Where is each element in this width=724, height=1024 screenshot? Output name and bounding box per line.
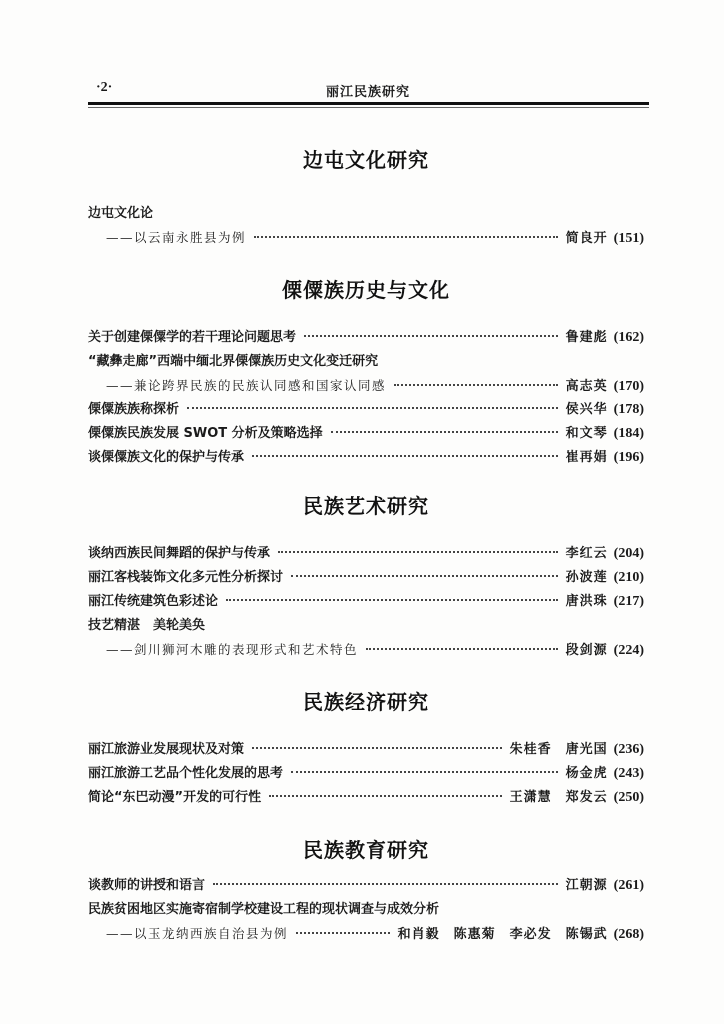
- entry-page: (261): [613, 878, 644, 893]
- entry-author: 和肖毅 陈惠菊 李必发 陈锡武: [397, 927, 608, 942]
- entry-title: 丽江传统建筑色彩述论: [88, 594, 219, 609]
- entry-title: 丽江旅游业发展现状及对策: [88, 742, 245, 757]
- entry-author: 和文琴: [565, 426, 608, 441]
- dot-leader: [366, 648, 558, 650]
- entry-author: 段剑源: [565, 643, 608, 658]
- entry-page: (184): [613, 426, 644, 441]
- section-title: 边屯文化研究: [303, 148, 429, 172]
- dot-leader: [394, 384, 558, 386]
- journal-title: 丽江民族研究: [325, 85, 410, 100]
- section-title: 民族艺术研究: [303, 494, 429, 518]
- entry-author: 孙波莲: [565, 570, 608, 585]
- dot-leader: [296, 932, 390, 934]
- toc-entry[interactable]: [88, 326, 644, 350]
- entry-author: 唐洪珠: [565, 594, 608, 609]
- entry-author: 简良开: [565, 231, 608, 246]
- entry-author: 崔再娟: [565, 450, 608, 465]
- dot-leader: [254, 236, 558, 238]
- entry-author: 鲁建彪: [565, 330, 608, 345]
- page-number: ·2·: [96, 80, 113, 95]
- toc-entry[interactable]: [88, 898, 644, 922]
- dot-leader: [187, 407, 558, 409]
- toc-entry[interactable]: [88, 922, 644, 946]
- dot-leader: [252, 747, 502, 749]
- dot-leader: [304, 335, 558, 337]
- dot-leader: [252, 455, 558, 457]
- entry-title: 傈僳族民族发展 SWOT 分析及策略选择: [88, 426, 323, 441]
- entry-title: 简论“东巴动漫”开发的可行性: [88, 790, 262, 805]
- entry-page: (243): [613, 766, 644, 781]
- page-header: [88, 80, 648, 102]
- toc-entry[interactable]: [88, 638, 644, 662]
- entry-subtitle: ——以云南永胜县为例: [106, 230, 247, 245]
- toc-entry[interactable]: [88, 542, 644, 566]
- toc-section: [88, 274, 644, 490]
- entry-page: (250): [613, 790, 644, 805]
- toc-section: [88, 686, 644, 834]
- entry-title: 丽江旅游工艺品个性化发展的思考: [88, 766, 284, 781]
- entry-title: 丽江客栈装饰文化多元性分析探讨: [88, 570, 284, 585]
- dot-leader: [269, 795, 502, 797]
- entry-title: 谈教师的讲授和语言: [88, 878, 206, 893]
- entry-page: (204): [613, 546, 644, 561]
- entry-author: 李红云: [565, 546, 608, 561]
- entry-author: 朱桂香 唐光国: [509, 742, 608, 757]
- dot-leader: [213, 883, 558, 885]
- toc-entry[interactable]: [88, 226, 644, 250]
- entry-page: (217): [613, 594, 644, 609]
- entry-title: 关于创建傈僳学的若干理论问题思考: [88, 330, 297, 345]
- toc-entry[interactable]: [88, 446, 644, 470]
- entry-page: (170): [613, 379, 644, 394]
- toc-entry[interactable]: [88, 422, 644, 446]
- entry-author: 杨金虎: [565, 766, 608, 781]
- toc-entry[interactable]: [88, 398, 644, 422]
- dot-leader: [291, 771, 558, 773]
- toc-entry[interactable]: [88, 350, 644, 374]
- entry-page: (162): [613, 330, 644, 345]
- toc-entry[interactable]: [88, 786, 644, 810]
- toc-entry[interactable]: [88, 614, 644, 638]
- entry-title: “藏彝走廊”西端中缅北界傈僳族历史文化变迁研究: [88, 354, 379, 369]
- entry-author: 王潇慧 郑发云: [509, 790, 608, 805]
- table-of-contents: [88, 140, 644, 974]
- entry-title: 技艺精湛 美轮美奂: [88, 618, 206, 633]
- entry-author: 侯兴华: [565, 402, 608, 417]
- entry-author: 江朝源: [565, 878, 608, 893]
- toc-entry[interactable]: [88, 762, 644, 786]
- toc-section: [88, 490, 644, 686]
- entry-title: 傈僳族族称探析: [88, 402, 180, 417]
- entry-page: (178): [613, 402, 644, 417]
- entry-subtitle: ——以玉龙纳西族自治县为例: [106, 926, 289, 941]
- dot-leader: [291, 575, 558, 577]
- section-title: 民族经济研究: [303, 690, 429, 714]
- entry-title: 边屯文化论: [88, 206, 154, 221]
- section-title: 傈僳族历史与文化: [282, 278, 450, 302]
- entry-page: (236): [613, 742, 644, 757]
- dot-leader: [278, 551, 558, 553]
- entry-page: (151): [613, 231, 644, 246]
- entry-author: 高志英: [565, 379, 608, 394]
- entry-title: 民族贫困地区实施寄宿制学校建设工程的现状调查与成效分析: [88, 902, 440, 917]
- header-rule-thin: [88, 107, 649, 108]
- entry-title: 谈傈僳族文化的保护与传承: [88, 450, 245, 465]
- entry-page: (196): [613, 450, 644, 465]
- entry-title: 谈纳西族民间舞蹈的保护与传承: [88, 546, 271, 561]
- entry-subtitle: ——剑川狮河木雕的表现形式和艺术特色: [106, 642, 359, 657]
- entry-page: (268): [613, 927, 644, 942]
- section-title: 民族教育研究: [303, 838, 429, 862]
- toc-entry[interactable]: [88, 590, 644, 614]
- toc-entry[interactable]: [88, 374, 644, 398]
- toc-entry[interactable]: [88, 874, 644, 898]
- toc-entry[interactable]: [88, 202, 644, 226]
- toc-section: [88, 834, 644, 974]
- dot-leader: [226, 599, 558, 601]
- entry-subtitle: ——兼论跨界民族的民族认同感和国家认同感: [106, 378, 387, 393]
- toc-entry[interactable]: [88, 738, 644, 762]
- entry-page: (224): [613, 643, 644, 658]
- entry-page: (210): [613, 570, 644, 585]
- header-rule-thick: [88, 102, 649, 105]
- dot-leader: [331, 431, 558, 433]
- toc-entry[interactable]: [88, 566, 644, 590]
